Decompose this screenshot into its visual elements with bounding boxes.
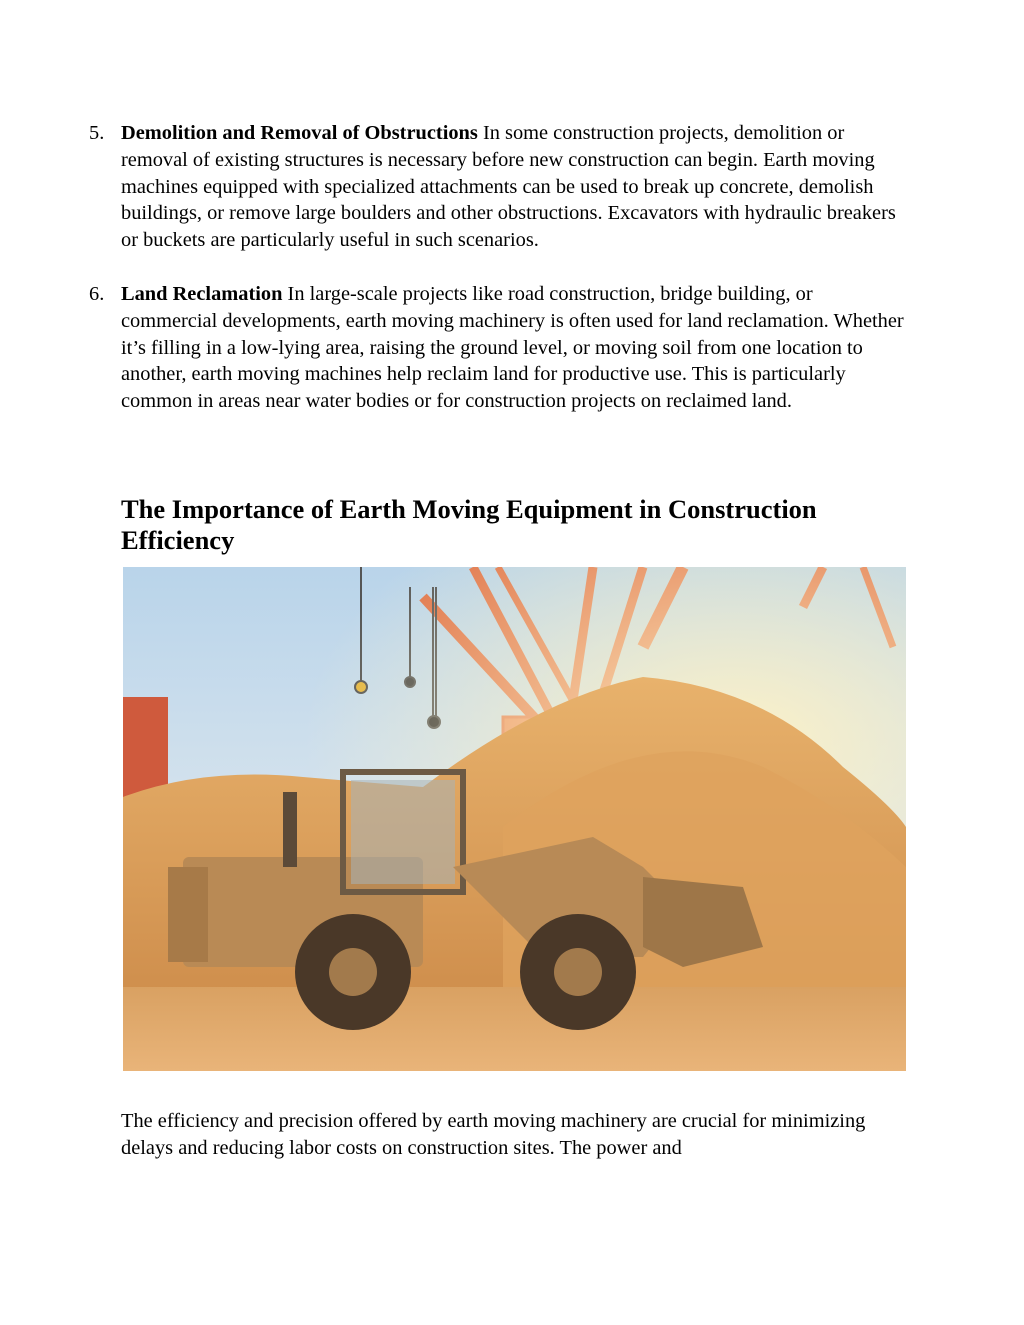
list-item-term: Demolition and Removal of Obstructions — [121, 122, 483, 144]
list-item-term: Land Reclamation — [121, 282, 288, 305]
body-paragraph: The efficiency and precision offered by earth moving machinery are crucial for minimizing delays and reducing labor costs on construction sites. The power and — [121, 1110, 866, 1159]
list-item — [0, 120, 911, 254]
list-item — [0, 281, 911, 415]
list-item-text: In large-scale projects like road construction, bridge building, or commercial developments, earth moving machinery is often used for land reclamation. Whether it’s filling in a low-lying area, raising the ground level, or moving soil from one location to another, earth moving machines help reclaim land for productive use. This is particularly common in areas near water bodies or for construction projects on reclaimed land. — [121, 282, 904, 413]
list-item-text: In some construction projects, demolition or removal of existing structures is necessary before new construction can begin. Earth moving machines equipped with specialized attachments can be used to break up concrete, demolish buildings, or remove large boulders and other obstructions. Excavators with hydraulic breakers or buckets are particularly useful in such scenarios. — [121, 122, 896, 252]
construction-photo — [123, 567, 906, 1071]
list-number: 5. — [89, 122, 105, 144]
list-number: 6. — [89, 282, 105, 305]
section-heading: The Importance of Earth Moving Equipment in Construction Efficiency — [121, 494, 817, 555]
ground — [123, 987, 906, 1071]
numbered-list — [0, 120, 1024, 415]
